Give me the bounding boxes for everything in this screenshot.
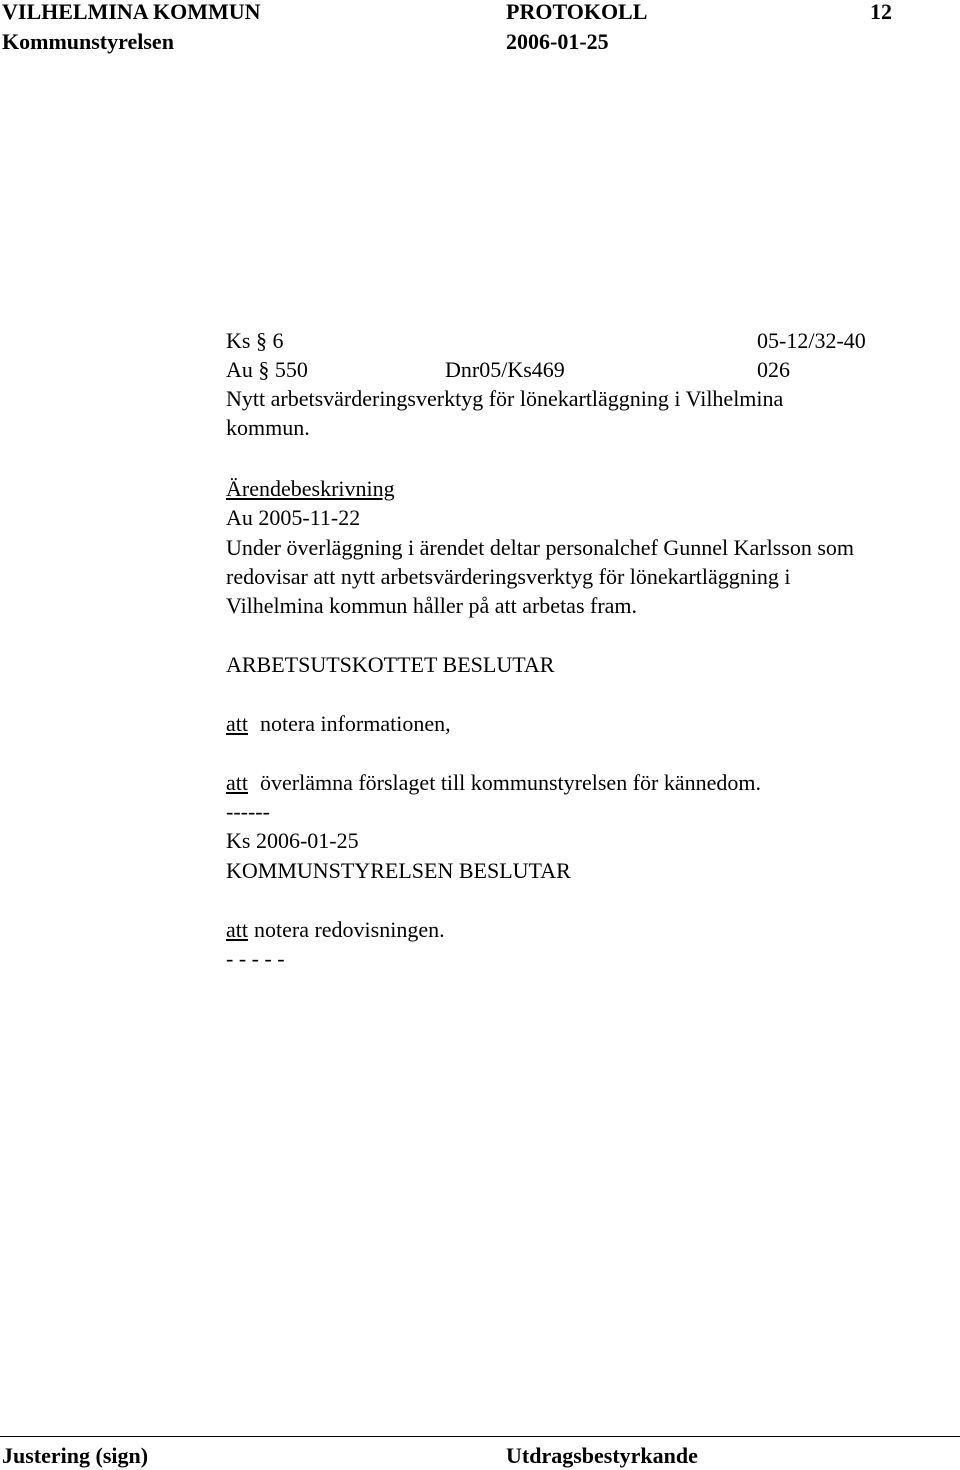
reference-code: 05-12/32-40 bbox=[757, 328, 866, 353]
ks-decision-item1-text: notera redovisningen. bbox=[254, 917, 445, 942]
footer-divider bbox=[0, 1436, 960, 1437]
case-code: 026 bbox=[757, 357, 790, 382]
meeting-date: 2006-01-25 bbox=[506, 29, 609, 54]
ks-decision-item1 bbox=[226, 915, 445, 944]
att-keyword: att bbox=[226, 711, 248, 736]
au-decision-item2-text: överlämna förslaget till kommunstyrelsen för kännedom. bbox=[260, 770, 761, 795]
board-name: Kommunstyrelsen bbox=[2, 29, 174, 54]
au-paragraph: Au § 550 bbox=[226, 357, 308, 382]
description-heading: Ärendebeskrivning bbox=[226, 476, 395, 501]
diary-number: Dnr05/Ks469 bbox=[445, 357, 565, 382]
section-separator: ------ bbox=[226, 799, 270, 824]
end-marker: - - - - - bbox=[226, 946, 285, 971]
au-decision-item2 bbox=[226, 768, 761, 797]
au-decision-item1-text: notera informationen, bbox=[260, 711, 451, 736]
description-line3: Vilhelmina kommun håller på att arbetas fram. bbox=[226, 593, 638, 618]
att-keyword: att bbox=[226, 917, 248, 942]
au-date: Au 2005-11-22 bbox=[226, 505, 361, 530]
municipality-name: VILHELMINA KOMMUN bbox=[2, 0, 261, 24]
utdrag-label: Utdragsbestyrkande bbox=[506, 1443, 698, 1468]
page-number: 12 bbox=[870, 0, 892, 24]
au-decision-heading: ARBETSUTSKOTTET BESLUTAR bbox=[226, 652, 555, 677]
ks-paragraph: Ks § 6 bbox=[226, 328, 284, 353]
ks-date: Ks 2006-01-25 bbox=[226, 828, 359, 853]
case-title-line2: kommun. bbox=[226, 415, 310, 440]
att-keyword: att bbox=[226, 770, 248, 795]
au-decision-item1 bbox=[226, 709, 451, 738]
description-line2: redovisar att nytt arbetsvärderingsverktyg för lönekartläggning i bbox=[226, 564, 791, 589]
document-type: PROTOKOLL bbox=[506, 0, 648, 24]
ks-decision-heading: KOMMUNSTYRELSEN BESLUTAR bbox=[226, 858, 571, 883]
justering-label: Justering (sign) bbox=[2, 1443, 149, 1468]
description-line1: Under överläggning i ärendet deltar personalchef Gunnel Karlsson som bbox=[226, 535, 855, 560]
case-title-line1: Nytt arbetsvärderingsverktyg för lönekartläggning i Vilhelmina bbox=[226, 386, 784, 411]
